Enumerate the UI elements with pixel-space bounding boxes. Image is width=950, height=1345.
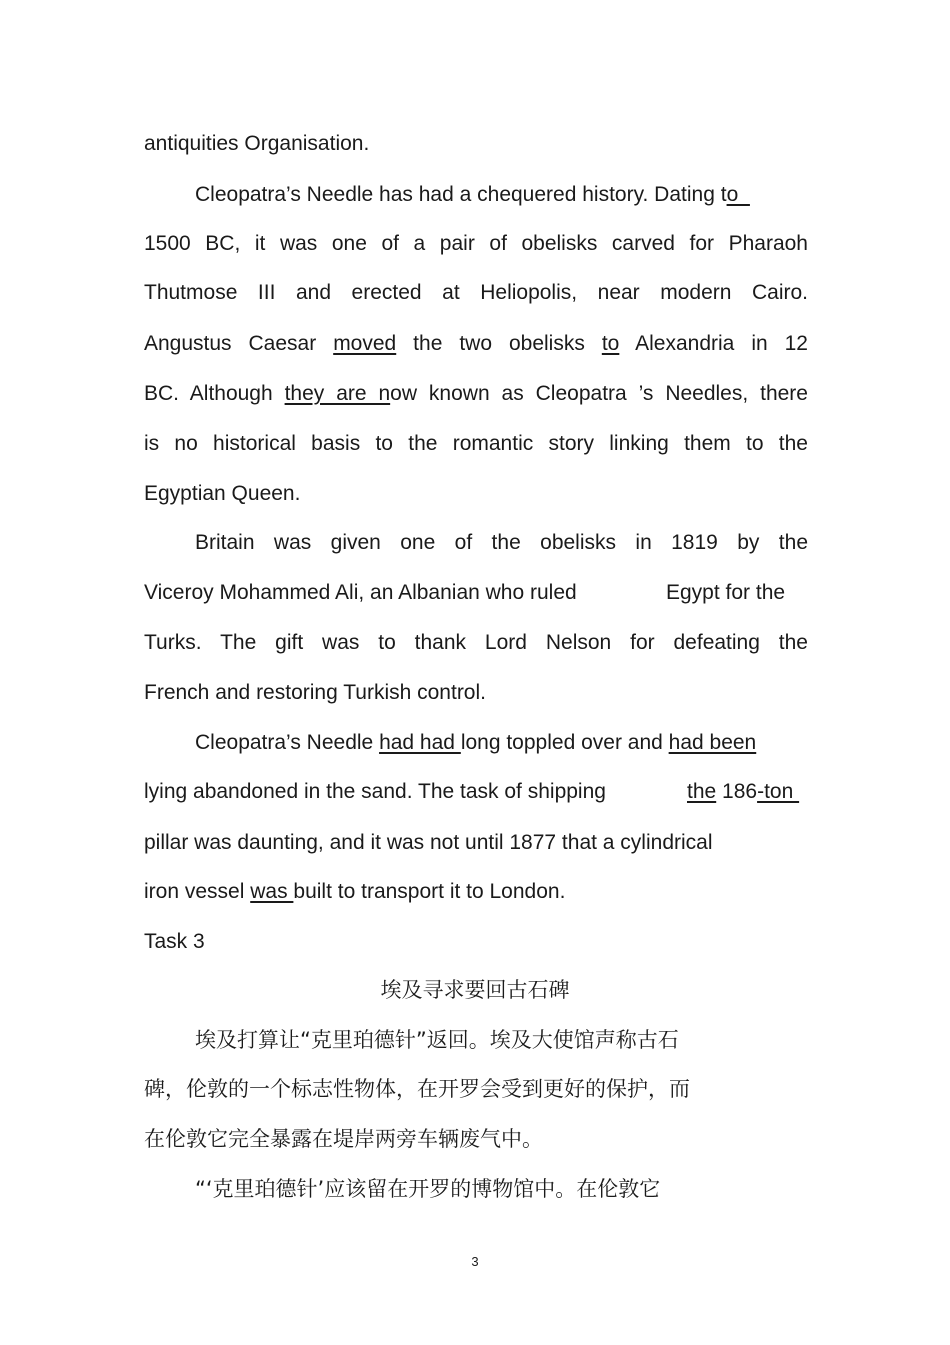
paragraph-line [195,528,808,558]
task-label: Task 3 [144,930,205,953]
text-span: Britain was given one of the obelisks in 1819 by the [195,531,808,554]
paragraph-line [144,777,808,807]
chinese-line: 碑，伦敦的一个标志性物体，在开罗会受到更好的保护，而 [144,1077,690,1101]
text-span: Cleopatra’s Needle has had a chequered history. Dating t [195,183,727,206]
paragraph-line [144,877,808,907]
text-span: the two obelisks [396,332,602,355]
text-span: 186 [716,780,758,803]
page-number: 3 [471,1254,479,1269]
text-span: Egypt for the [666,581,786,604]
paragraph-line [195,180,808,210]
text-span: Thutmose III and erected at Heliopolis, near modern Cairo. [144,281,808,304]
chinese-title: 埃及寻求要回古石碑 [380,978,570,1002]
paragraph-line [144,678,808,708]
underlined-answer: the [687,780,717,803]
paragraph-line [144,229,808,259]
text-span: long toppled over and [460,731,669,754]
underlined-answer: they are n [284,382,391,405]
text-span: Cleopatra’s Needle [195,731,380,754]
text-span: ow known as Cleopatra ’s Needles, there [390,382,808,405]
paragraph-line [195,728,808,758]
text-span: built to transport it to London. [293,880,566,903]
underlined-answer: o [726,183,750,206]
paragraph-line [144,578,808,608]
underlined-answer: had had [379,731,461,754]
paragraph-line [144,429,808,459]
paragraph-line [144,329,808,359]
text-span: Angustus Caesar [144,332,334,355]
chinese-line: 在伦敦它完全暴露在堤岸两旁车辆废气中。 [144,1127,543,1151]
underlined-answer: -ton [757,780,800,803]
text-span: lying abandoned in the sand. The task of shipping [144,780,606,803]
underlined-answer: had been [668,731,757,754]
paragraph-line [144,129,808,159]
text-span: Turks. The gift was to thank Lord Nelson for defeating the [144,631,808,654]
text-span: Egyptian Queen. [144,482,301,505]
text-span: BC. Although [144,382,285,405]
text-span: Viceroy Mohammed Ali, an Albanian who ruled [144,581,577,604]
text-span: pillar was daunting, and it was not until 1877 that a cylindrical [144,831,713,854]
underlined-answer: moved [333,332,397,355]
paragraph-line [144,828,808,858]
chinese-line: 埃及打算让“克里珀德针”返回。埃及大使馆声称古石 [195,1028,679,1052]
text-span: is no historical basis to the romantic story linking them to the [144,432,808,455]
text-span: iron vessel [144,880,251,903]
paragraph-line [144,479,808,509]
paragraph-line [144,278,808,308]
chinese-line: “‘克里珀德针’应该留在开罗的博物馆中。在伦敦它 [195,1177,661,1201]
underlined-answer: was [250,880,294,903]
text-span: antiquities Organisation. [144,132,370,155]
paragraph-line [144,379,808,409]
text-span: French and restoring Turkish control. [144,681,486,704]
paragraph-line [144,628,808,658]
text-span: Alexandria in 12 [619,332,808,355]
text-group [687,777,799,807]
underlined-answer: to [601,332,620,355]
text-span: 1500 BC, it was one of a pair of obelisks carved for Pharaoh [144,232,808,255]
